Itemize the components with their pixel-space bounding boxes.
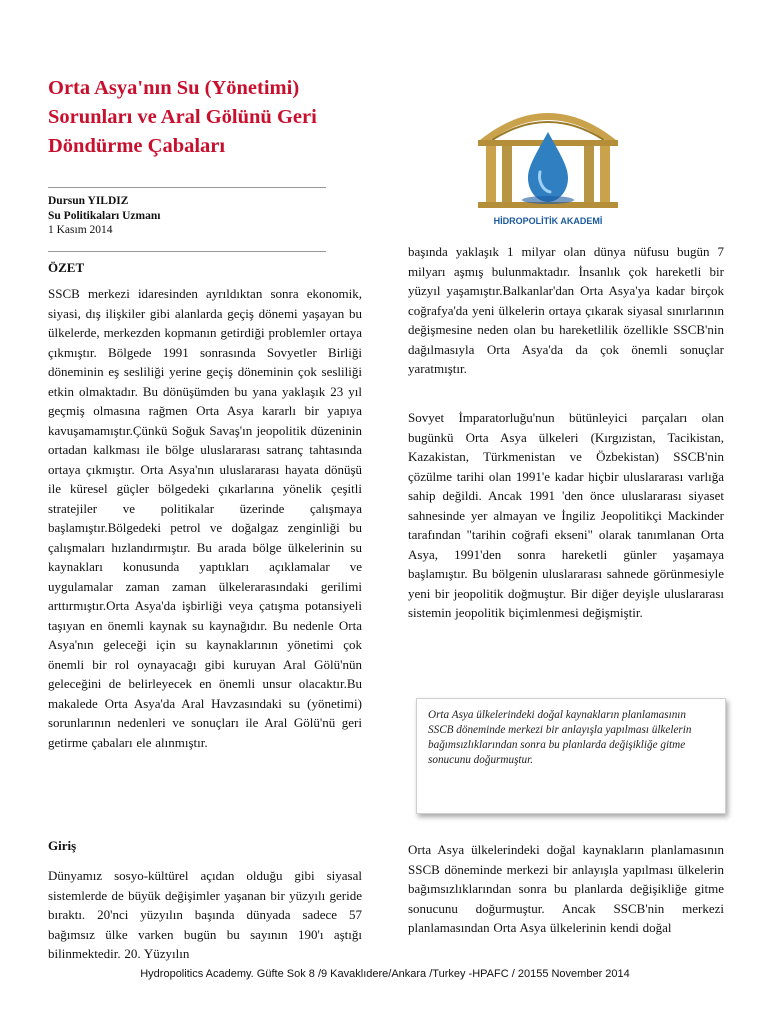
publication-date: 1 Kasım 2014 <box>48 224 113 236</box>
author-block <box>48 194 160 238</box>
author-bottom-rule <box>48 251 326 252</box>
right-paragraph-2: Sovyet İmparatorluğu'nun bütünleyici parçaları olan bugünkü Orta Asya ülkeleri (Kırgızistan, Tacikistan, Kazakistan, Türkmenistan ve Özbekistan) SSCB'nin çözülme tarihi olan 1991'e kadar hiçbir uluslararası varlığa sahip değildi. Ancak 1991 'den önce uluslararası siyaset sahnesinde yer almayan ve İngiliz Jeopolitikçi Mackinder tarafından "tarihin coğrafi ekseni" olarak tanımlanan Orta Asya, 1991'den sonra hareketli günler yaşamaya başlamıştır. Bu bölgenin uluslararası sahnede görünmesiyle yeni bir jeopolitik doğmuştur. Bir diğer deyişle uluslararası sistemin jeopolitik biçimlenmesi değişmiştir. <box>408 410 724 620</box>
article-title: Orta Asya'nın Su (Yönetimi) Sorunları ve Aral Gölünü Geri Döndürme Çabaları <box>48 77 317 157</box>
page-footer: Hydropolitics Academy. Güfte Sok 8 /9 Kavaklıdere/Ankara /Turkey -HPAFC / 20155 November 2014 <box>140 968 630 980</box>
pull-quote-box <box>416 698 726 814</box>
right-paragraph-1: başında yaklaşık 1 milyar olan dünya nüfusu bugün 7 milyarı aşmış bulunmaktadır. İnsanlık çok hareketli bir yüzyıl yaşamıştır.Balkanlar'dan Orta Asya'ya kadar birçok coğrafya'da yeni ülkelerin ortaya çıkarak siyasal sınırlarının değişmesine neden olan bu hareketlilik özellikle SSCB'nin dağılmasıyla Orta Asya'da da çok önemli sonuçlar yaratmıştır. <box>408 244 724 376</box>
hidropolitik-akademi-logo <box>458 82 638 232</box>
abstract-text: SSCB merkezi idaresinden ayrıldıktan sonra ekonomik, siyasi, dış ilişkiler gibi alanlarda geçiş dönemi yaşayan bu ülkelerde, merkezden kopmanın getirdiği problemler ortaya çıkmıştır. Bölgede 1991 sonrasında Sovyetler Birliği döneminin eş sesliliği yerine geçiş döneminin çok sesliliği etkin olmaktadır. Bu dönüşümden bu yana yaklaşık 23 yıl geçmiş olmasına rağmen Orta Asya kararlı bir yapıya kavuşamamıştır.Çünkü Soğuk Savaş'ın jeopolitik düzeninin ortadan kalkması ile bölge uluslararası satranç tahtasında ortaya çıkmıştır. Orta Asya'nın uluslararası hayata dönüşü ile küresel güçler bölgedeki çıkarlarına yönelik çeşitli stratejiler ve politikalar üzerinde çalışmaya başlamıştır.Bölgedeki petrol ve doğalgaz zenginliği bu çalışmaları hızlandırmıştır. Bu arada bölge ülkelerinin su kaynakları konusunda yaptıkları açıklamalar ve uygulamalar zaman zaman ülkelerarasındaki gerilimi arttırmıştır.Orta Asya'da işbirliği veya çatışma potansiyeli taşıyan en önemli kaynak su kaynağıdır. Bu nedenle Orta Asya'nın geleceği için su kaynaklarının yönetimi çok önemli bir rol oynayacağı gibi kuruyan Aral Gölü'nün geleceğini de belirleyecek en önemli unsur olacaktır.Bu makalede Orta Asya'da Aral Havzasındaki su (yönetimi) sorunlarının nedenleri ve sonuçları ile Aral Gölü'nü geri getirme çabaları ele alınmıştır. <box>48 286 362 750</box>
pull-quote-text: Orta Asya ülkelerindeki doğal kaynakların planlamasının SSCB döneminde merkezi bir anlayışla yapılması ülkelerin bağımsızlıklarından sonra bu planlarda değişikliğe gitme sonucunu doğurmuştur. <box>428 709 692 766</box>
author-name: Dursun YILDIZ <box>48 195 129 207</box>
logo-text: HİDROPOLİTİK AKADEMİ <box>493 216 603 226</box>
abstract-heading: ÖZET <box>48 260 85 275</box>
author-role: Su Politikaları Uzmanı <box>48 209 161 222</box>
author-top-rule <box>48 187 326 188</box>
intro-heading: Giriş <box>48 838 77 853</box>
right-paragraph-3: Orta Asya ülkelerindeki doğal kaynakların planlamasının SSCB döneminde merkezi bir anlayışla yapılması ülkelerin bağımsızlıklarından sonra bu planlarda değişikliğe gitme sonucunu doğurmuştur. Ancak SSCB'nin merkezi planlamasından Orta Asya ülkelerinin kendi doğal <box>408 842 724 935</box>
intro-text: Dünyamız sosyo-kültürel açıdan olduğu gibi siyasal sistemlerde de büyük değişimler yaşanan bir yüzyılı geride bıraktı. 20'nci yüzyılın başında dünyada sadece 57 bağımsız ülke varken bugün bu sayının 190'ı aştığı bilinmektedir. 20. Yüzyılın <box>48 868 362 961</box>
